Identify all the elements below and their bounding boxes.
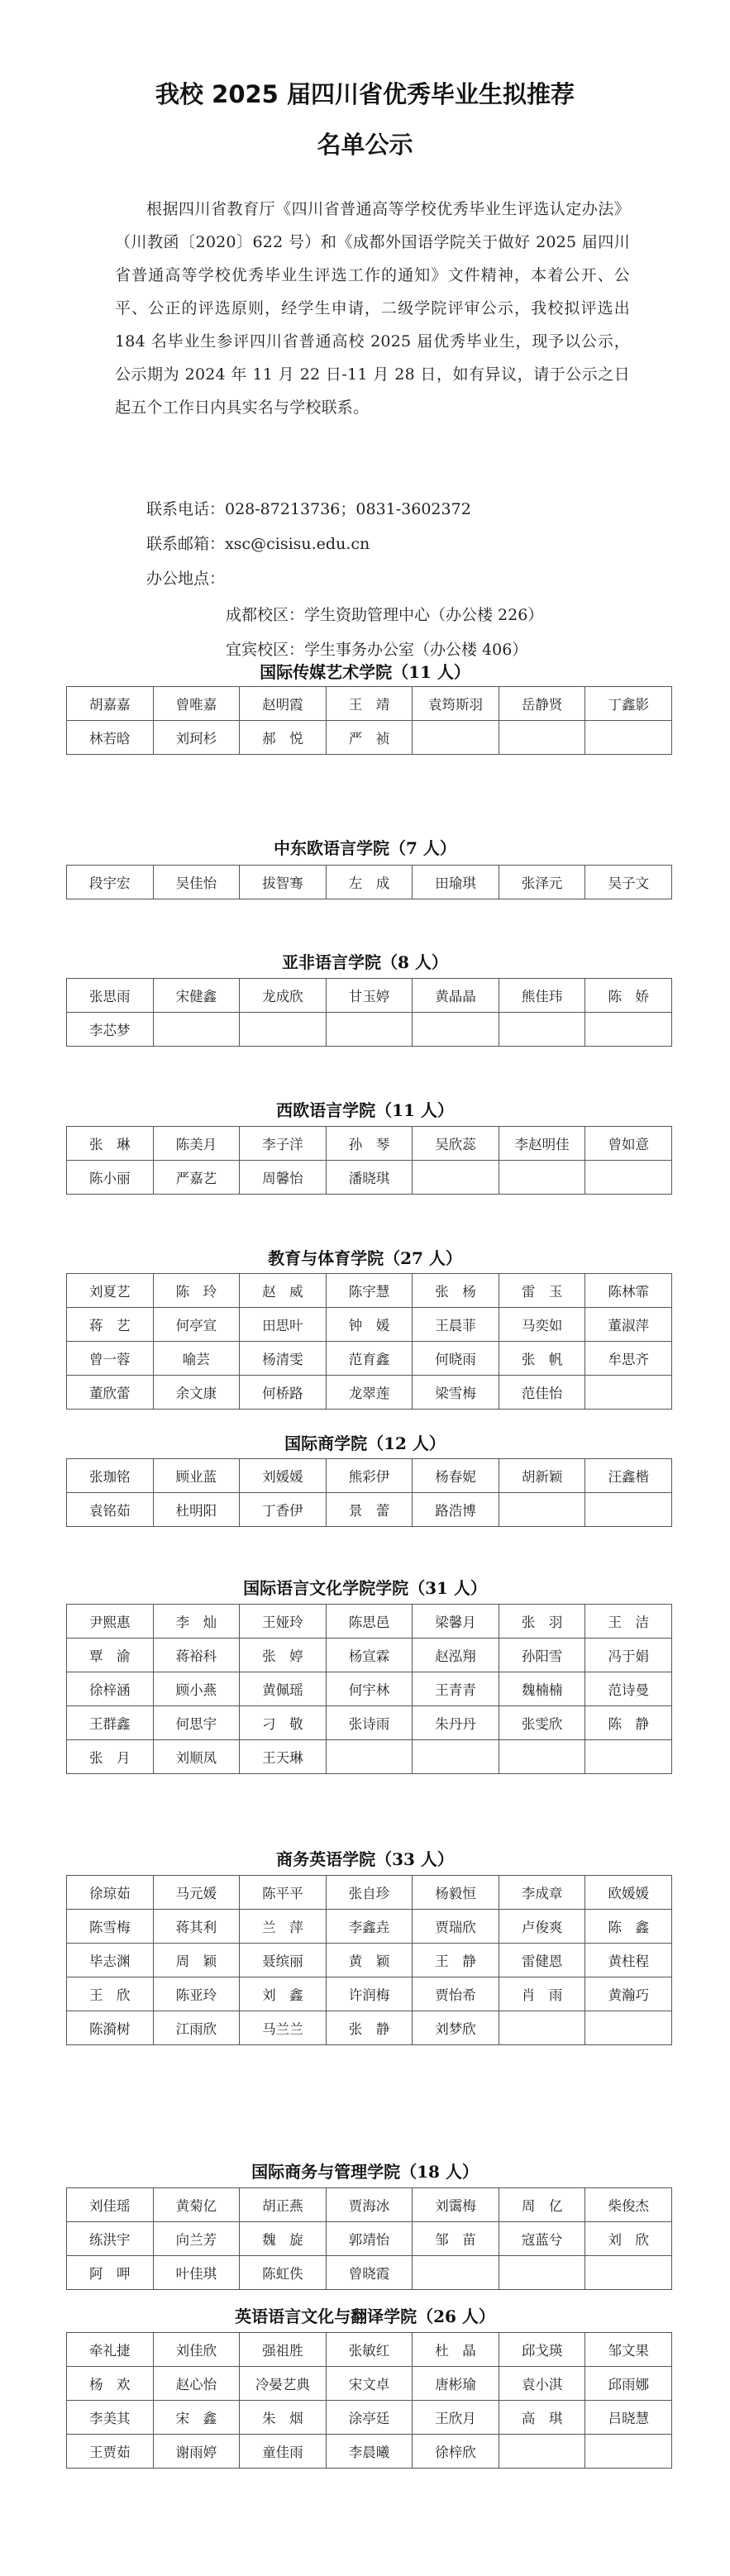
- name-cell: [585, 1161, 672, 1195]
- contact-phone: 联系电话：028-87213736；0831-3602372: [146, 500, 471, 518]
- name-cell: 刁 敬: [240, 1706, 327, 1740]
- name-cell: 徐琼茹: [67, 1876, 154, 1910]
- name-cell: 江雨欣: [153, 2011, 240, 2045]
- name-cell: 郭靖怡: [326, 2222, 413, 2256]
- name-cell: 龙翠莲: [326, 1376, 413, 1410]
- section-title: 国际语言文化学院学院（31 人）: [243, 1578, 487, 1598]
- name-cell: 强祖胜: [240, 2333, 327, 2367]
- name-table: [66, 1126, 672, 1195]
- name-cell: [413, 1013, 499, 1047]
- name-cell: 张珈铭: [67, 1459, 154, 1493]
- name-cell: 黄菊亿: [153, 2188, 240, 2222]
- name-cell: 刘梦欣: [413, 2011, 499, 2045]
- name-cell: 周 颖: [153, 1944, 240, 1977]
- name-cell: 周馨怡: [240, 1161, 327, 1195]
- name-cell: 陈虹佚: [240, 2256, 327, 2290]
- table-row: [67, 1977, 672, 2011]
- name-cell: 马兰兰: [240, 2011, 327, 2045]
- table-row: [67, 1493, 672, 1527]
- name-cell: 毕志渊: [67, 1944, 154, 1977]
- name-cell: 林若晗: [67, 721, 154, 755]
- name-cell: 朱 烟: [240, 2401, 327, 2435]
- name-cell: 刘霭梅: [413, 2188, 499, 2222]
- name-cell: 袁筠斯羽: [413, 687, 499, 721]
- name-cell: 宋健鑫: [153, 979, 240, 1013]
- name-cell: [499, 721, 585, 755]
- name-cell: 刘佳欣: [153, 2333, 240, 2367]
- name-table: [66, 1875, 672, 2045]
- name-cell: 邹 苗: [413, 2222, 499, 2256]
- table-row: [67, 2401, 672, 2435]
- name-cell: 李芯梦: [67, 1013, 154, 1047]
- name-cell: [499, 1161, 585, 1195]
- name-cell: 吴子文: [585, 866, 672, 899]
- name-cell: 吴欣蕊: [413, 1127, 499, 1161]
- name-cell: 李晨曦: [326, 2435, 413, 2469]
- name-cell: 梁馨月: [413, 1605, 499, 1639]
- name-cell: [499, 2435, 585, 2469]
- name-cell: 李美其: [67, 2401, 154, 2435]
- name-cell: 吕晓慧: [585, 2401, 672, 2435]
- name-cell: 徐梓涵: [67, 1672, 154, 1706]
- name-cell: 蒋 艺: [67, 1308, 154, 1342]
- table-row: [67, 866, 672, 899]
- name-cell: 何宇林: [326, 1672, 413, 1706]
- name-cell: 雷 玉: [499, 1274, 585, 1308]
- name-cell: 李赵明佳: [499, 1127, 585, 1161]
- name-cell: 黄晶晶: [413, 979, 499, 1013]
- name-cell: 杨春妮: [413, 1459, 499, 1493]
- name-cell: 张敏红: [326, 2333, 413, 2367]
- section-title: 西欧语言学院（11 人）: [276, 1100, 454, 1120]
- name-cell: 刘媛媛: [240, 1459, 327, 1493]
- name-cell: 蒋裕科: [153, 1639, 240, 1672]
- name-cell: 邹文果: [585, 2333, 672, 2367]
- name-cell: 宋文卓: [326, 2367, 413, 2401]
- name-cell: 郝 悦: [240, 721, 327, 755]
- table-row: [67, 1706, 672, 1740]
- name-cell: 田瑜琪: [413, 866, 499, 899]
- name-cell: 杨 欢: [67, 2367, 154, 2401]
- name-cell: 覃 渝: [67, 1639, 154, 1672]
- name-table: [66, 686, 672, 755]
- name-cell: 李成章: [499, 1876, 585, 1910]
- section-title: 国际传媒艺术学院（11 人）: [260, 662, 470, 682]
- name-cell: [499, 2256, 585, 2290]
- table-row: [67, 1639, 672, 1672]
- name-cell: 魏 旋: [240, 2222, 327, 2256]
- section-title: 商务英语学院（33 人）: [276, 1849, 454, 1869]
- name-table: [66, 2332, 672, 2469]
- name-cell: 曾唯嘉: [153, 687, 240, 721]
- name-cell: 左 成: [326, 866, 413, 899]
- name-cell: [585, 1493, 672, 1527]
- table-row: [67, 1944, 672, 1977]
- name-cell: 刘夏艺: [67, 1274, 154, 1308]
- table-row: [67, 1127, 672, 1161]
- name-cell: [413, 721, 499, 755]
- name-cell: 贾海冰: [326, 2188, 413, 2222]
- name-cell: [240, 1013, 327, 1047]
- table-row: [67, 1910, 672, 1944]
- name-cell: 顾小燕: [153, 1672, 240, 1706]
- name-cell: [499, 2011, 585, 2045]
- name-table: [66, 1273, 672, 1410]
- name-cell: 陈小丽: [67, 1161, 154, 1195]
- name-cell: 潘晓琪: [326, 1161, 413, 1195]
- name-cell: 王欣月: [413, 2401, 499, 2435]
- name-cell: 雷健恩: [499, 1944, 585, 1977]
- name-cell: 何晓雨: [413, 1342, 499, 1376]
- name-cell: 王天琳: [240, 1740, 327, 1774]
- name-cell: [585, 2011, 672, 2045]
- name-cell: 袁小淇: [499, 2367, 585, 2401]
- name-cell: 陈 静: [585, 1706, 672, 1740]
- name-cell: 张雯欣: [499, 1706, 585, 1740]
- name-cell: [499, 1740, 585, 1774]
- name-cell: 钟 媛: [326, 1308, 413, 1342]
- name-cell: 田思叶: [240, 1308, 327, 1342]
- name-cell: 拔智骞: [240, 866, 327, 899]
- name-cell: 唐彬瑜: [413, 2367, 499, 2401]
- section-title: 国际商务与管理学院（18 人）: [251, 2162, 479, 2182]
- name-cell: 陈思邑: [326, 1605, 413, 1639]
- name-cell: 丁鑫影: [585, 687, 672, 721]
- name-cell: [585, 1740, 672, 1774]
- name-cell: 马奕如: [499, 1308, 585, 1342]
- name-cell: 熊佳玮: [499, 979, 585, 1013]
- name-cell: 欧媛媛: [585, 1876, 672, 1910]
- name-cell: 宋 鑫: [153, 2401, 240, 2435]
- section-title: 中东欧语言学院（7 人）: [274, 838, 456, 858]
- name-cell: 陈平平: [240, 1876, 327, 1910]
- name-cell: 孙阳雪: [499, 1639, 585, 1672]
- name-cell: 丁香伊: [240, 1493, 327, 1527]
- name-cell: 董欣蕾: [67, 1376, 154, 1410]
- name-cell: 陈美月: [153, 1127, 240, 1161]
- table-row: [67, 2435, 672, 2469]
- name-cell: 严嘉艺: [153, 1161, 240, 1195]
- name-cell: 赵心怡: [153, 2367, 240, 2401]
- name-cell: 张 杨: [413, 1274, 499, 1308]
- name-cell: 王 洁: [585, 1605, 672, 1639]
- name-cell: [153, 1013, 240, 1047]
- name-cell: [413, 1740, 499, 1774]
- name-cell: 杨清雯: [240, 1342, 327, 1376]
- name-cell: 曾晓霞: [326, 2256, 413, 2290]
- name-cell: 范佳怡: [499, 1376, 585, 1410]
- name-cell: 王青青: [413, 1672, 499, 1706]
- name-cell: 王 欣: [67, 1977, 154, 2011]
- table-row: [67, 687, 672, 721]
- table-row: [67, 1672, 672, 1706]
- name-cell: 赵 威: [240, 1274, 327, 1308]
- name-cell: 景 蕾: [326, 1493, 413, 1527]
- notice-subtitle: 名单公示: [317, 131, 413, 159]
- name-cell: 邱戈瑛: [499, 2333, 585, 2367]
- table-row: [67, 1459, 672, 1493]
- name-cell: [413, 2256, 499, 2290]
- name-cell: 贾怡希: [413, 1977, 499, 2011]
- name-table: [66, 1458, 672, 1527]
- name-cell: 冯于娟: [585, 1639, 672, 1672]
- name-cell: 何桥路: [240, 1376, 327, 1410]
- name-cell: 陈宇慧: [326, 1274, 413, 1308]
- table-row: [67, 979, 672, 1013]
- name-cell: 张诗雨: [326, 1706, 413, 1740]
- name-cell: 熊彩伊: [326, 1459, 413, 1493]
- name-cell: 袁铭茹: [67, 1493, 154, 1527]
- name-cell: [413, 1161, 499, 1195]
- name-cell: 聂缤丽: [240, 1944, 327, 1977]
- name-cell: 顾业蓝: [153, 1459, 240, 1493]
- name-cell: 段宇宏: [67, 866, 154, 899]
- name-cell: 陈 娇: [585, 979, 672, 1013]
- name-cell: 涂亭廷: [326, 2401, 413, 2435]
- name-cell: 胡嘉嘉: [67, 687, 154, 721]
- table-row: [67, 2011, 672, 2045]
- name-cell: 张 帆: [499, 1342, 585, 1376]
- name-cell: 杨毅恒: [413, 1876, 499, 1910]
- name-cell: 余文康: [153, 1376, 240, 1410]
- name-cell: 范育鑫: [326, 1342, 413, 1376]
- name-cell: 胡新颖: [499, 1459, 585, 1493]
- name-cell: [326, 1013, 413, 1047]
- name-cell: [585, 1013, 672, 1047]
- name-cell: 孙 琴: [326, 1127, 413, 1161]
- name-cell: 张 琳: [67, 1127, 154, 1161]
- name-cell: 曾如意: [585, 1127, 672, 1161]
- name-cell: 邱雨娜: [585, 2367, 672, 2401]
- name-cell: 岳静贤: [499, 687, 585, 721]
- name-cell: 李子洋: [240, 1127, 327, 1161]
- name-cell: 陈 鑫: [585, 1910, 672, 1944]
- name-cell: 喻芸: [153, 1342, 240, 1376]
- name-cell: [585, 721, 672, 755]
- name-cell: 陈亚玲: [153, 1977, 240, 2011]
- name-cell: 杜 晶: [413, 2333, 499, 2367]
- name-cell: [326, 1740, 413, 1774]
- name-cell: 张 月: [67, 1740, 154, 1774]
- table-row: [67, 2333, 672, 2367]
- table-row: [67, 1342, 672, 1376]
- table-row: [67, 2256, 672, 2290]
- name-cell: 王娅玲: [240, 1605, 327, 1639]
- name-cell: 柴俊杰: [585, 2188, 672, 2222]
- name-cell: [499, 1493, 585, 1527]
- name-cell: 黄 颖: [326, 1944, 413, 1977]
- name-cell: 牵礼捷: [67, 2333, 154, 2367]
- name-cell: 高 琪: [499, 2401, 585, 2435]
- table-row: [67, 1876, 672, 1910]
- name-cell: 严 祯: [326, 721, 413, 755]
- table-row: [67, 1274, 672, 1308]
- table-row: [67, 1308, 672, 1342]
- name-cell: 范诗曼: [585, 1672, 672, 1706]
- name-cell: 王 静: [413, 1944, 499, 1977]
- name-cell: 何思宇: [153, 1706, 240, 1740]
- table-row: [67, 1161, 672, 1195]
- name-cell: 何亭宣: [153, 1308, 240, 1342]
- name-cell: 陈 玲: [153, 1274, 240, 1308]
- table-row: [67, 1740, 672, 1774]
- name-cell: 李 灿: [153, 1605, 240, 1639]
- name-cell: 贾瑞欣: [413, 1910, 499, 1944]
- name-cell: 张 静: [326, 2011, 413, 2045]
- name-cell: 牟思齐: [585, 1342, 672, 1376]
- name-cell: 向兰芳: [153, 2222, 240, 2256]
- contact-email: 联系邮箱：xsc@cisisu.edu.cn: [146, 535, 370, 553]
- name-cell: 冷晏艺典: [240, 2367, 327, 2401]
- section-title: 教育与体育学院（27 人）: [268, 1248, 462, 1268]
- name-cell: 王 靖: [326, 687, 413, 721]
- name-cell: 杜明阳: [153, 1493, 240, 1527]
- name-cell: 周 亿: [499, 2188, 585, 2222]
- name-cell: 许润梅: [326, 1977, 413, 2011]
- table-row: [67, 2188, 672, 2222]
- name-cell: 刘 欣: [585, 2222, 672, 2256]
- name-cell: 陈林霏: [585, 1274, 672, 1308]
- name-cell: [585, 2435, 672, 2469]
- name-cell: 王群鑫: [67, 1706, 154, 1740]
- name-cell: 张 羽: [499, 1605, 585, 1639]
- name-cell: 谢雨婷: [153, 2435, 240, 2469]
- name-cell: 杨宣霖: [326, 1639, 413, 1672]
- name-cell: 李鑫垚: [326, 1910, 413, 1944]
- name-cell: 刘顺凤: [153, 1740, 240, 1774]
- name-cell: 阿 呷: [67, 2256, 154, 2290]
- name-table: [66, 865, 672, 899]
- name-cell: [499, 1013, 585, 1047]
- office-yibin: 宜宾校区：学生事务办公室（办公楼 406）: [226, 641, 528, 659]
- office-label: 办公地点：: [146, 570, 226, 588]
- section-title: 英语语言文化与翻译学院（26 人）: [235, 2306, 495, 2326]
- name-cell: 王贾茹: [67, 2435, 154, 2469]
- name-cell: 张思雨: [67, 979, 154, 1013]
- name-cell: 王晨菲: [413, 1308, 499, 1342]
- table-row: [67, 2222, 672, 2256]
- notice-title: 我校 2025 届四川省优秀毕业生拟推荐: [155, 80, 575, 108]
- name-cell: 张自珍: [326, 1876, 413, 1910]
- name-cell: 甘玉婷: [326, 979, 413, 1013]
- name-cell: 陈漪树: [67, 2011, 154, 2045]
- table-row: [67, 721, 672, 755]
- intro-paragraph: 根据四川省教育厅《四川省普通高等学校优秀毕业生评选认定办法》（川教函〔2020〕622 号）和《成都外国语学院关于做好 2025 届四川省普通高等学校优秀毕业生评选工作的通知》文件精神，本着公开、公平、公正的评选原则，经学生申请，二级学院评审公示，我校拟评选出 184 名毕业生参评四川省普通高校 2025 届优秀毕业生，现予以公示，公示期为 2024 年 11 月 22 日-11 月 28 日，如有异议，请于公示之日起五个工作日内具实名与学校联系。: [115, 200, 630, 417]
- name-cell: 吴佳怡: [153, 866, 240, 899]
- name-cell: 董淑萍: [585, 1308, 672, 1342]
- name-cell: 黄佩瑶: [240, 1672, 327, 1706]
- name-cell: [585, 1376, 672, 1410]
- name-cell: 路浩博: [413, 1493, 499, 1527]
- name-cell: 曾一蓉: [67, 1342, 154, 1376]
- name-table: [66, 2187, 672, 2290]
- name-cell: 黄瀚巧: [585, 1977, 672, 2011]
- office-chengdu: 成都校区：学生资助管理中心（办公楼 226）: [226, 606, 544, 624]
- section-title: 亚非语言学院（8 人）: [282, 952, 448, 972]
- name-cell: 赵泓翔: [413, 1639, 499, 1672]
- name-cell: 肖 雨: [499, 1977, 585, 2011]
- table-row: [67, 1605, 672, 1639]
- name-cell: 汪鑫楷: [585, 1459, 672, 1493]
- name-cell: 兰 萍: [240, 1910, 327, 1944]
- name-table: [66, 1604, 672, 1774]
- name-cell: 张泽元: [499, 866, 585, 899]
- name-cell: 刘珂杉: [153, 721, 240, 755]
- name-cell: 尹熙惠: [67, 1605, 154, 1639]
- table-row: [67, 1013, 672, 1047]
- table-row: [67, 1376, 672, 1410]
- name-cell: 刘 鑫: [240, 1977, 327, 2011]
- name-cell: 徐梓欣: [413, 2435, 499, 2469]
- name-cell: 胡正燕: [240, 2188, 327, 2222]
- table-row: [67, 2367, 672, 2401]
- name-cell: [585, 2256, 672, 2290]
- name-table: [66, 978, 672, 1047]
- name-cell: 魏楠楠: [499, 1672, 585, 1706]
- name-cell: 张 婷: [240, 1639, 327, 1672]
- name-cell: 寇蓝兮: [499, 2222, 585, 2256]
- name-cell: 童佳雨: [240, 2435, 327, 2469]
- name-cell: 叶佳琪: [153, 2256, 240, 2290]
- name-cell: 卢俊爽: [499, 1910, 585, 1944]
- name-cell: 黄柱程: [585, 1944, 672, 1977]
- name-cell: 刘佳瑶: [67, 2188, 154, 2222]
- name-cell: 朱丹丹: [413, 1706, 499, 1740]
- name-cell: 梁雪梅: [413, 1376, 499, 1410]
- name-cell: 龙成欣: [240, 979, 327, 1013]
- name-cell: 蒋其利: [153, 1910, 240, 1944]
- name-cell: 马元媛: [153, 1876, 240, 1910]
- name-cell: 练洪宇: [67, 2222, 154, 2256]
- section-title: 国际商学院（12 人）: [284, 1433, 446, 1453]
- name-cell: 赵明霞: [240, 687, 327, 721]
- name-cell: 陈雪梅: [67, 1910, 154, 1944]
